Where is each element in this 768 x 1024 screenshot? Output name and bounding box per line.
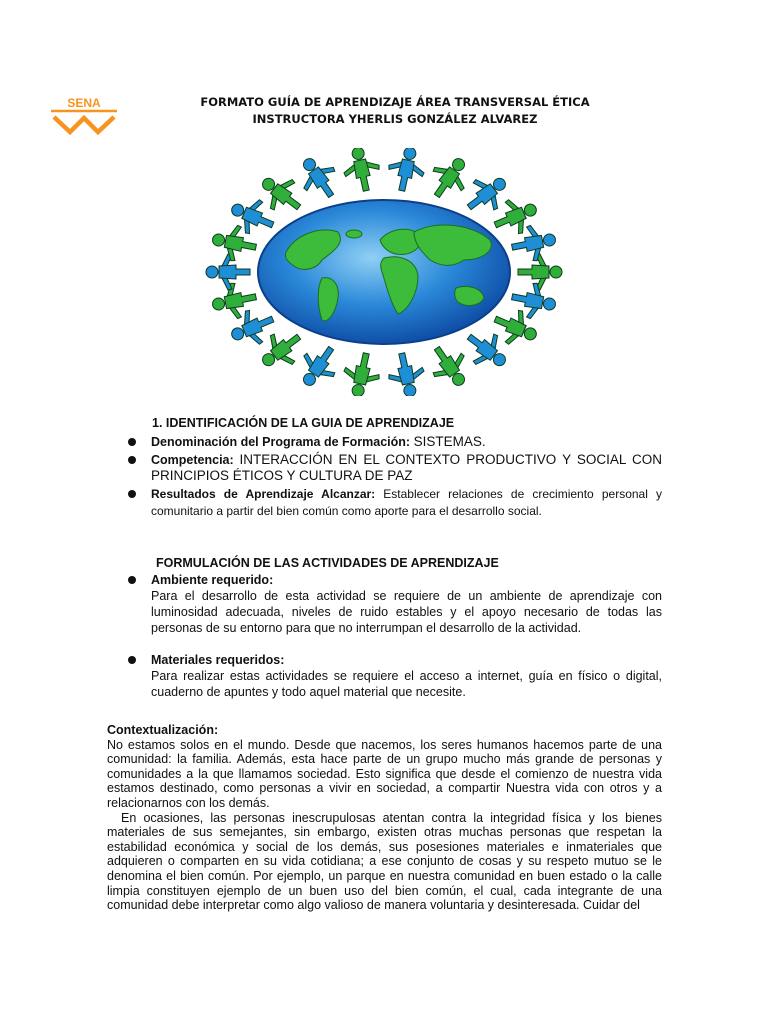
person-figure-icon <box>509 221 559 265</box>
person-figure-icon <box>422 149 477 206</box>
contextualization-section <box>107 723 662 913</box>
list-item <box>128 572 662 636</box>
globe-icon <box>204 148 564 396</box>
globe-people-illustration <box>204 148 564 396</box>
competencia-value: INTERACCIÓN EN EL CONTEXTO PRODUCTIVO Y SOCIAL CON PRINCIPIOS ÉTICOS Y CULTURA DE PAZ <box>151 452 662 483</box>
program-label: Denominación del Programa de Formación: <box>151 435 411 449</box>
section-identification-title: 1. IDENTIFICACIÓN DE LA GUIA DE APRENDIZAJE <box>152 416 455 430</box>
ambiente-label: Ambiente requerido: <box>151 573 274 587</box>
contextualization-paragraph-1: No estamos solos en el mundo. Desde que nacemos, los seres humanos hacemos parte de una comunidad: la familia. Además, esta hace parte de un grupo mucho más grande de personas y comunidades a la que llamamos sociedad. Esto significa que desde el comienzo de nuestra vida estamos destinado, como personas a vivir en sociedad, a compartir Nuestra vida con otros y a relacionarnos con los demás. <box>107 737 662 810</box>
person-figure-icon <box>422 338 477 395</box>
program-value: SISTEMAS. <box>413 434 486 449</box>
section-activities-title: FORMULACIÓN DE LAS ACTIVIDADES DE APRENDIZAJE <box>156 556 499 570</box>
person-figure-icon <box>384 148 429 194</box>
resultados-value: Establecer relaciones de crecimiento personal y comunitario a partir del bien común como aporte para el desarrollo social. <box>151 487 662 518</box>
sena-logo <box>48 96 120 136</box>
sena-logo-text: SENA <box>67 96 101 110</box>
list-item <box>128 434 662 450</box>
list-item <box>128 652 662 700</box>
ambiente-text: Para el desarrollo de esta actividad se requiere de un ambiente de aprendizaje con luminosidad adecuada, niveles de ruido estables y el apoyo necesario de todas las personas de su entorno para que no interrumpan el desarrollo de la actividad. <box>151 589 662 635</box>
person-figure-icon <box>518 254 562 290</box>
contextualization-title: Contextualización: <box>107 723 219 737</box>
materiales-label: Materiales requeridos: <box>151 653 285 667</box>
person-figure-icon <box>206 254 250 290</box>
activities-list <box>128 572 662 700</box>
person-figure-icon <box>339 350 384 396</box>
header-instructor: INSTRUCTORA YHERLIS GONZÁLEZ ALVAREZ <box>252 112 538 126</box>
contextualization-paragraph-2: En ocasiones, las personas inescrupulosas atentan contra la integridad física y los bienes materiales de sus semejantes, sin embargo, existen otras muchas personas que respetan la estabilidad económica y social de los demás, sus posesiones materiales e inmateriales que adquieren o comparten en su vida cotidiana; a ese conjunto de cosas y su respeto mutuo se le denomina el bien común. Por ejemplo, un parque en nuestra comunidad en buen estado o la calle limpia constituyen ejemplo de un buen uso del bien común, el cual, cada integrante de una comunidad debe interpretar como algo valioso de manera voluntaria y desinteresada. Cuidar del <box>107 810 662 913</box>
resultados-label: Resultados de Aprendizaje Alcanzar: <box>151 487 376 501</box>
materiales-text: Para realizar estas actividades se requiere el acceso a internet, guía en físico o digital, cuaderno de apuntes y todo aquel material que necesite. <box>151 669 662 699</box>
earth <box>258 200 510 344</box>
person-figure-icon <box>209 221 259 265</box>
competencia-label: Competencia: <box>151 453 234 467</box>
person-figure-icon <box>509 279 559 323</box>
identification-list <box>128 434 662 522</box>
person-figure-icon <box>384 350 429 396</box>
document-header <box>150 94 640 128</box>
list-item <box>128 452 662 484</box>
person-figure-icon <box>291 149 346 206</box>
person-figure-icon <box>209 279 259 323</box>
header-title: FORMATO GUÍA DE APRENDIZAJE ÁREA TRANSVERSAL ÉTICA <box>200 95 590 109</box>
person-figure-icon <box>339 148 384 194</box>
list-item <box>128 486 662 520</box>
person-figure-icon <box>291 338 346 395</box>
sena-logo-graphic <box>48 96 120 136</box>
